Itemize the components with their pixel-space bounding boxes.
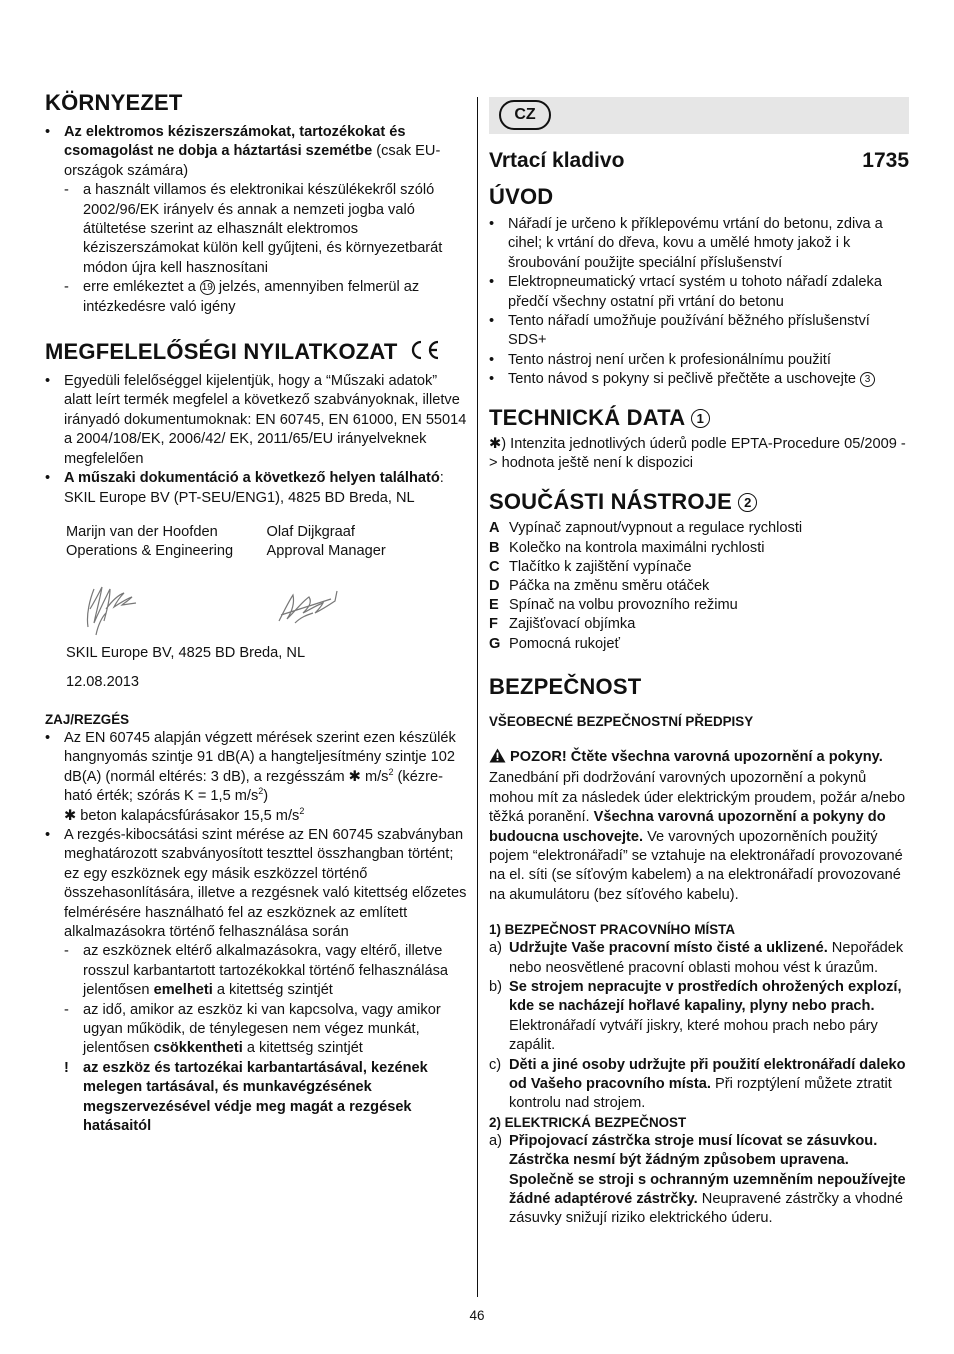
parts-list xyxy=(489,519,909,653)
list-item: b) Se strojem nepracujte v prostředích ohrožených explozí, kde se nacházejí hořlavé kapaliny, plyny nebo prach. Elektronářadí vytváří jiskry, které mohou prach nebo páry zapálit. xyxy=(489,978,902,1054)
warning-paragraph: POZOR! Čtěte všechna varovná upozornění a pokyny. Zanedbání při dodržování varovných upozornění a pokynů mohou mít za následek úder elektrickým proudem, požár a/nebo těžká poranění. Všechna varovná upozornění a pokyny do budoucna uschovejte. Ve varovných upozorněních použitý pojem “elektronářadí” se vztahuje na elektronářadí provozované na el. síti (se síťovým kabelem) a na elektronářadí provozované na akumulátoru (bez síťového kabelu). xyxy=(489,748,906,903)
section-title-tech: TECHNICKÁ DATA 1 xyxy=(489,405,909,431)
list-item: • Elektropneumatický vrtací systém u tohoto nářadí zdaleka předčí všechny ostatní při vrtání do betonu xyxy=(489,274,882,310)
list-item: • A rezgés-kibocsátási szint mérése az EN 60745 szabványban meghatározott szabványosított teszttel összhangban történt; ez egy eszköznek egy másik eszközzel történő összehasonlítására, illetve a rezgésnek való kitettség előzetes felmérésére használható fel az eszköznek az említett alkalmazásokra történő felhasználása során xyxy=(45,826,467,940)
product-title-row xyxy=(489,148,909,174)
language-badge: CZ xyxy=(499,100,551,130)
signer-role: Operations & Engineering xyxy=(66,542,234,559)
text: a használt villamos és elektronikai készülékekről szóló 2002/96/EK irányelv és annak a nemzeti jogba való átültetése szerint az elhasznált elektromos kéziszerszámokat külön kell gyűjteni, és környezetbarát módon újra kell hasznosítani xyxy=(83,182,443,276)
reference-number-icon: 1 xyxy=(691,409,710,428)
text: az eszköz és tartozékai karbantartásával, kezének melegen tartásával, és munkavégzésének megszervezésével védje meg magát a rezgések hatásaitól xyxy=(83,1059,428,1135)
part-item-g: G Pomocná rukojeť xyxy=(489,635,620,652)
signer-name: Marijn van der Hoofden xyxy=(66,523,218,540)
text: : SKIL Europe BV (PT-SEU/ENG1), 4825 BD Breda, NL xyxy=(64,470,444,506)
section-title-parts: SOUČÁSTI NÁSTROJE 2 xyxy=(489,489,909,515)
list-item: c) Děti a jiné osoby udržujte při použití elektronářadí daleko od Vašeho pracovního místa. Při rozptýlení můžete ztratit kontrolu nad strojem. xyxy=(489,1056,906,1112)
section-title-uvod: ÚVOD xyxy=(489,184,554,209)
subsection-title: VŠEOBECNÉ BEZPEČNOSTNÍ PŘEDPISY xyxy=(489,713,754,729)
signature-image xyxy=(267,579,468,639)
list-item: • Tento návod s pokyny si pečlivě přečtěte a uschovejte 3 xyxy=(489,370,909,389)
part-item-e: E Spínač na volbu provozního režimu xyxy=(489,597,738,614)
part-item-c: C Tlačítko k zajištění vypínače xyxy=(489,558,692,575)
reference-number-icon: 19 xyxy=(201,282,213,294)
product-title: Vrtací kladivo xyxy=(489,149,625,172)
list-item: • Tento nástroj není určen k profesionálnímu použití xyxy=(489,351,831,368)
ce-mark-icon xyxy=(407,339,441,367)
list-item: ! az eszköz és tartozékai karbantartásával, kezének melegen tartásával, és munkavégzésének megszervezésével védje meg magát a rezgések hatásaitól xyxy=(64,1059,428,1135)
reference-number-icon: 3 xyxy=(860,372,875,387)
list-item: - erre emlékeztet a 19 jelzés, amennyiben felmerül az intézkedésre való igény xyxy=(64,279,420,315)
bold-text: A műszaki dokumentáció a következő helyen található xyxy=(64,470,440,487)
text: jelzés, amennyiben felmerül az intézkedésre való igény xyxy=(83,279,420,315)
list-item: • Az elektromos kéziszerszámokat, tartozékokat és csomagolást ne dobja a háztartási szemétbe (csak EU-országok számára) xyxy=(45,124,441,179)
list-item: a) Připojovací zástrčka stroje musí lícovat se zásuvkou. Zástrčka nesmí být žádným způsobem upravena. Společně se stroji s ochranným uzemněním nepoužívejte žádné adaptérové zástrčky. Neupravené zástrčky a vhodné zásuvky snižují riziko elektrického úderu. xyxy=(489,1132,906,1227)
signature-block xyxy=(45,523,467,692)
list-item: • Nářadí je určeno k příklepovému vrtání do betonu, zdiva a cihel; k vrtání do dřeva, kovu a umělé hmoty jakož i k šroubování použijte speciální příslušenství xyxy=(489,216,883,271)
subsection-title: 1) BEZPEČNOST PRACOVNÍHO MÍSTA xyxy=(489,922,736,938)
part-item-a: A Vypínač zapnout/vypnout a regulace rychlosti xyxy=(489,520,803,537)
text: erre emlékeztet a xyxy=(83,279,200,296)
text: (csak EU-országok számára) xyxy=(64,143,441,179)
list-item: • Egyedüli felelőséggel kijelentjük, hogy a “Műszaki adatok” alatt leírt termék megfelel a következő szabványoknak, illetve irányadó dokumentumoknak: EN 60745, EN 61000, EN 55014 a 2004/108/EK, 2006/42/ EK, 2011/65/EU irányelveknek megfelelően xyxy=(45,373,467,467)
model-number: 1735 xyxy=(862,149,909,172)
part-item-b: B Kolečko na kontrola maximálni rychlosti xyxy=(489,539,765,556)
text: A rezgés-kibocsátási szint mérése az EN 60745 szabványban meghatározott szabványosított teszttel összhangban történt; ez egy eszköznek egy másik eszközzel történő összehasonlítására, illetve a rezgésnek való kitettség előzetes felmérésére használható fel az eszköznek az említett alkalmazásokra történő felhasználása során xyxy=(64,826,467,940)
signer-role: Approval Manager xyxy=(266,542,386,559)
list-item: - az idő, amikor az eszköz ki van kapcsolva, vagy amikor ugyan működik, de ténylegesen nem végez munkát, jelentősen csökkentheti a kitettség szintjét xyxy=(64,1001,441,1057)
part-item-d: D Páčka na změnu směru otáček xyxy=(489,578,710,595)
page-number: 46 xyxy=(469,1308,485,1323)
reference-number-icon: 2 xyxy=(738,493,757,512)
language-header-bar xyxy=(489,97,909,134)
section-title-megfelelosegi: MEGFELELŐSÉGI NYILATKOZAT xyxy=(45,339,467,367)
bold-text: Az elektromos kéziszerszámokat, tartozékokat és csomagolást ne dobja a háztartási szemétbe xyxy=(64,124,406,160)
tech-note: ✱) Intenzita jednotlivých úderů podle EPTA-Procedure 05/2009 -> hodnota ještě není k dispozici xyxy=(489,435,906,472)
list-item: • Tento nářadí umožňuje používání běžného příslušenství SDS+ xyxy=(489,313,870,349)
list-item: a) Udržujte Vaše pracovní místo čisté a uklizené. Nepořádek nebo neosvětlené pracovní oblasti mohou vést k úrazům. xyxy=(489,940,904,976)
date: 12.08.2013 xyxy=(66,673,140,690)
subsection-title: 2) ELEKTRICKÁ BEZPEČNOST xyxy=(489,1114,687,1130)
left-column xyxy=(45,90,467,1136)
list-item: - a használt villamos és elektronikai készülékekről szóló 2002/96/EK irányelv és annak a nemzeti jogba való átültetése szerint az elhasznált elektromos kéziszerszámokat külön kell gyűjteni, és környezetbarát módon újra kell hasznosítani xyxy=(64,182,443,276)
section-title-kornyezet: KÖRNYEZET xyxy=(45,90,183,115)
company-address: SKIL Europe BV, 4825 BD Breda, NL xyxy=(66,644,306,661)
column-divider xyxy=(477,97,478,1297)
signer-name: Olaf Dijkgraaf xyxy=(266,523,355,540)
list-item: - az eszköznek eltérő alkalmazásokra, vagy eltérő, illetve rosszul karbantartott tartozékokkal történő felhasználása jelentősen emelheti a kitettség szintjét xyxy=(64,943,449,999)
right-column xyxy=(489,90,909,1229)
section-title-bezpecnost: BEZPEČNOST xyxy=(489,673,642,699)
warning-triangle-icon xyxy=(489,748,506,769)
list-item: • A műszaki dokumentáció a következő helyen található: SKIL Europe BV (PT-SEU/ENG1), 4825 BD Breda, NL xyxy=(45,470,444,506)
list-item: • Az EN 60745 alapján végzett mérések szerint ezen készülék hangnyomás szintje 91 dB(A) a hangteljesítmény szintje 102 dB(A) (normál eltérés: 3 dB), a rezgésszám ✱ $m/s^2$ (kézre-ható érték; szórás K = 1,5 $m/s^2$) ✱ beton kalapácsfúrásakor 15,5 $m/s^2$ xyxy=(45,729,456,824)
part-item-f: F Zajišťovací objímka xyxy=(489,616,636,633)
signature-image xyxy=(66,579,267,639)
text: Egyedüli felelőséggel kijelentjük, hogy a “Műszaki adatok” alatt leírt termék megfelel a következő szabványoknak, illetve irányadó dokumentumoknak: EN 60745, EN 61000, EN 55014 a 2004/108/EK, 2006/42/ EK, 2011/65/EU irányelveknek megfelelően xyxy=(64,373,467,467)
section-title-zaj: ZAJ/REZGÉS xyxy=(45,711,130,727)
